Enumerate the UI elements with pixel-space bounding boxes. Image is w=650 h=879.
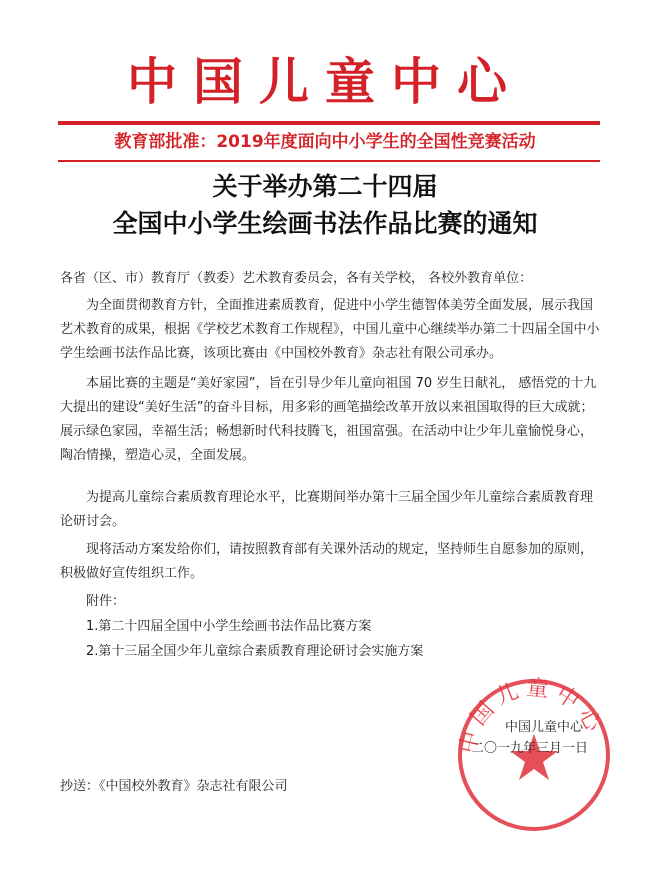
seal-text: 中国儿童中心 [455, 676, 609, 756]
organization-name: 中国儿童中心 [127, 53, 523, 111]
header-rule-bottom [58, 160, 600, 162]
attachments-label: 附件： [86, 594, 126, 609]
salutation: 各省（区、市）教育厅（教委）艺术教育委员会，各有关学校， 各校外教育单位： [60, 271, 533, 286]
paragraph-2: 本届比赛的主题是“美好家园”，旨在引导少年儿童向祖国 70 岁生日献礼， 感悟党的十九大提出的建设“美好生活”的奋斗目标，用多彩的画笔描绘改革开放以来祖国取得的巨大成就；展示绿色家园，幸福生活；畅想新时代科技腾飞，祖国富强。在活动中让少年儿童愉悦身心，陶冶情操，塑造心灵，全面发展。 [60, 376, 597, 463]
signature-organization: 中国儿童中心 [505, 720, 584, 735]
document-title-line-1: 关于举办第二十四届 [212, 172, 438, 201]
attachment-item: 1.第二十四届全国中小学生绘画书法作品比赛方案 [86, 619, 372, 634]
signature-date: 二〇一九年三月一日 [471, 741, 589, 756]
approval-line: 教育部批准：2019年度面向中小学生的全国性竞赛活动 [114, 132, 536, 152]
document-title-line-2: 全国中小学生绘画书法作品比赛的通知 [112, 209, 538, 238]
paragraph-1: 为全面贯彻教育方针，全面推进素质教育，促进中小学生德智体美劳全面发展，展示我国艺术教育的成果，根据《学校艺术教育工作规程》，中国儿童中心继续举办第二十四届全国中小学生绘画书法作品比赛，该项比赛由《中国校外教育》杂志社有限公司承办。 [60, 298, 600, 361]
carbon-copy: 抄送：《中国校外教育》杂志社有限公司 [60, 779, 288, 794]
paragraph-4: 现将活动方案发给你们，请按照教育部有关课外活动的规定，坚持师生自愿参加的原则，积极做好宣传组织工作。 [60, 542, 594, 581]
attachment-item: 2.第十三届全国少年儿童综合素质教育理论研讨会实施方案 [86, 644, 424, 659]
header-rule-top [58, 121, 600, 125]
paragraph-3: 为提高儿童综合素质教育理论水平，比赛期间举办第十三届全国少年儿童综合素质教育理论研讨会。 [60, 490, 594, 529]
